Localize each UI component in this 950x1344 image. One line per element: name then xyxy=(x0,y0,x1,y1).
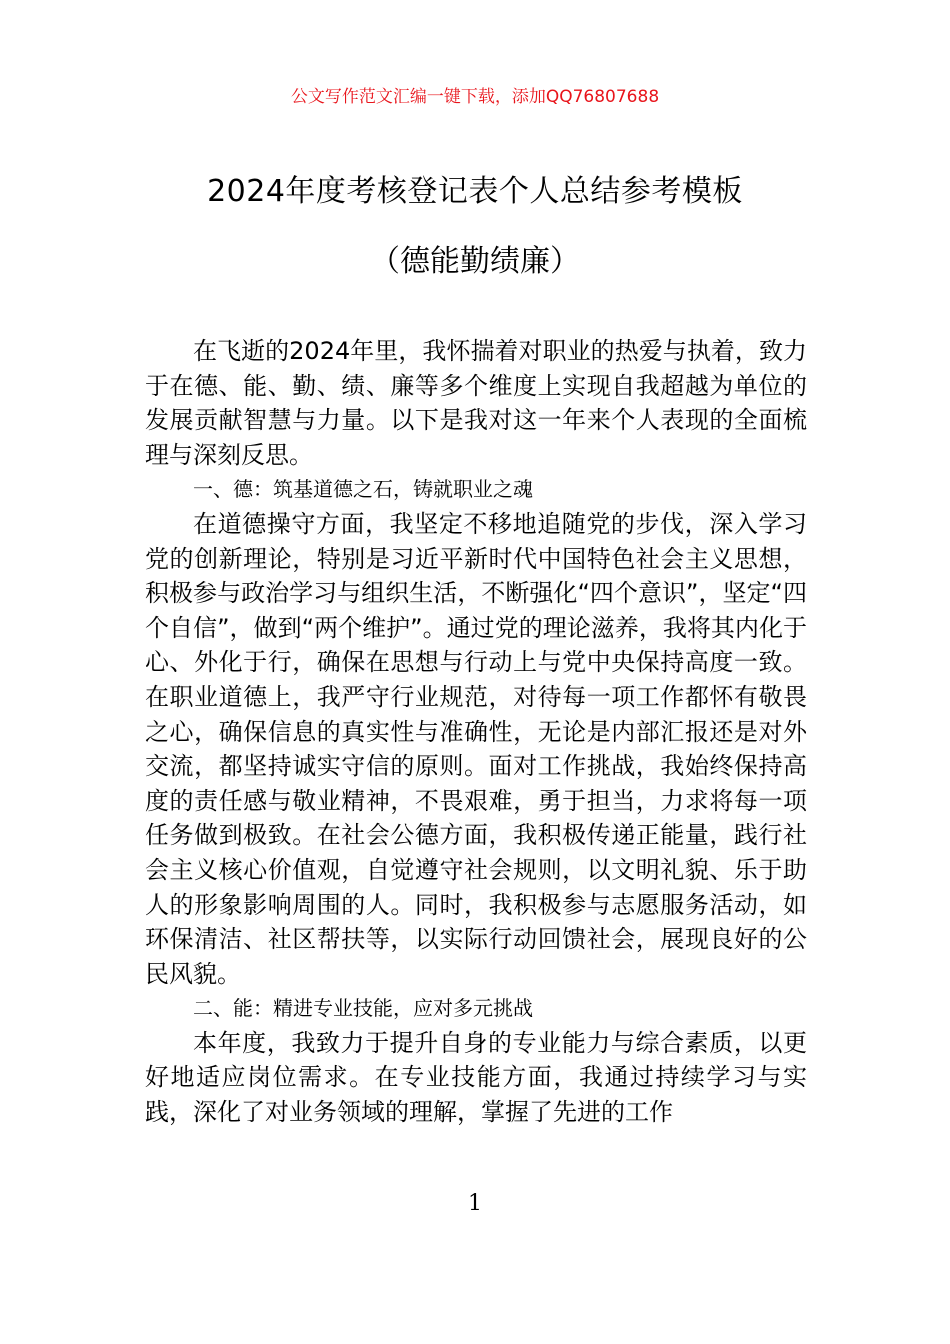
section-heading-ability: 二、能：精进专业技能，应对多元挑战 xyxy=(193,996,533,1021)
section-body-ability: 本年度，我致力于提升自身的专业能力与综合素质，以更好地适应岗位需求。在专业技能方面，我通过持续学习与实践，深化了对业务领域的理解，掌握了先进的工作 xyxy=(145,1028,807,1127)
intro-paragraph: 在飞逝的2024年里，我怀揣着对职业的热爱与执着，致力于在德、能、勤、绩、廉等多个维度上实现自我超越为单位的发展贡献智慧与力量。以下是我对这一年来个人表现的全面梳理与深刻反思。 xyxy=(145,337,807,469)
document-subtitle: （德能勤绩廉） xyxy=(370,244,580,279)
section-heading-morality: 一、德：筑基道德之石，铸就职业之魂 xyxy=(193,477,533,502)
page-number: 1 xyxy=(468,1191,482,1216)
download-banner[interactable]: 公文写作范文汇编一键下载，添加QQ76807688 xyxy=(290,87,660,107)
document-body xyxy=(145,334,807,1130)
document-title: 2024年度考核登记表个人总结参考模板 xyxy=(207,174,743,209)
section-body-morality: 在道德操守方面，我坚定不移地追随党的步伐，深入学习党的创新理论，特别是习近平新时代中国特色社会主义思想，积极参与政治学习与组织生活，不断强化“四个意识”，坚定“四个自信”，做到“两个维护”。通过党的理论滋养，我将其内化于心、外化于行，确保在思想与行动上与党中央保持高度一致。在职业道德上，我严守行业规范，对待每一项工作都怀有敬畏之心，确保信息的真实性与准确性，无论是内部汇报还是对外交流，都坚持诚实守信的原则。面对工作挑战，我始终保持高度的责任感与敬业精神，不畏艰难，勇于担当，力求将每一项任务做到极致。在社会公德方面，我积极传递正能量，践行社会主义核心价值观，自觉遵守社会规则，以文明礼貌、乐于助人的形象影响周围的人。同时，我积极参与志愿服务活动，如环保清洁、社区帮扶等，以实际行动回馈社会，展现良好的公民风貌。 xyxy=(145,509,807,988)
